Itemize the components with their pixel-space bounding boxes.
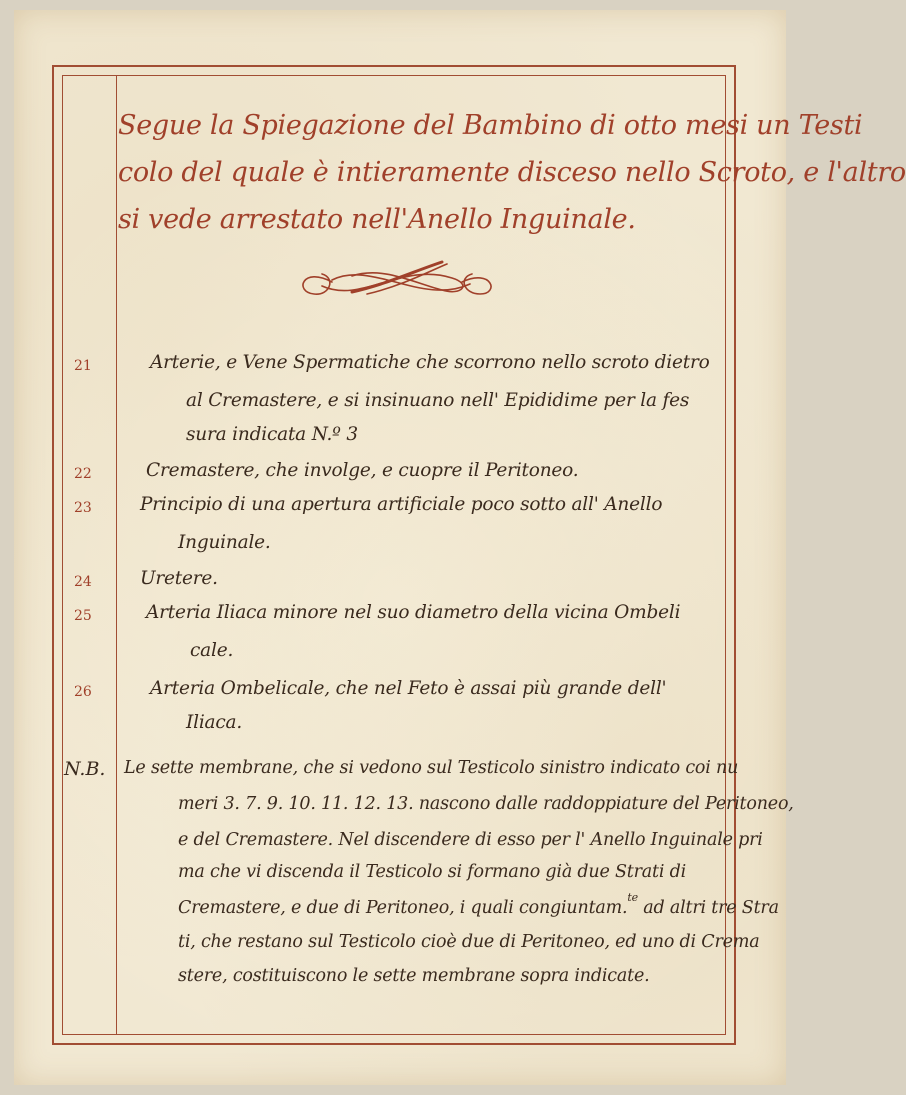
note-text-line: meri 3. 7. 9. 10. 11. 12. 13. nascono dalle raddoppiature del Peritoneo,	[178, 794, 794, 814]
entry-text-line: al Cremastere, e si insinuano nell' Epididime per la fes	[186, 390, 690, 411]
entry-text-line: sura indicata N.º 3	[186, 424, 358, 445]
calligraphic-flourish	[292, 256, 502, 308]
margin-rule	[116, 75, 117, 1035]
entry-text-line: Cremastere, che involge, e cuopre il Peritoneo.	[146, 460, 579, 481]
entry-text-line: Principio di una apertura artificiale poco sotto all' Anello	[140, 494, 663, 515]
note-text: Cremastere, e due di Peritoneo, i quali congiuntam.	[178, 898, 628, 918]
entry-text-line: Arteria Ombelicale, che nel Feto è assai più grande dell'	[150, 678, 667, 699]
title-line: Segue la Spiegazione del Bambino di otto mesi un Testi	[118, 110, 863, 141]
note-text-line: e del Cremastere. Nel discendere di esso per l' Anello Inguinale pri	[178, 830, 763, 850]
entry-text-line: Arterie, e Vene Spermatiche che scorrono nello scroto dietro	[150, 352, 710, 373]
entry-number: 21	[74, 358, 92, 374]
entry-text-line: Arteria Iliaca minore nel suo diametro della vicina Ombeli	[146, 602, 681, 623]
nota-bene-label: N.B.	[64, 758, 106, 780]
page-title	[118, 102, 906, 243]
note-text-line: ma che vi discenda il Testicolo si formano già due Strati di	[178, 862, 687, 882]
entry-number: 24	[74, 574, 92, 590]
entry-number: 22	[74, 466, 92, 482]
note-text-line	[178, 891, 779, 918]
note-text-line: ti, che restano sul Testicolo cioè due di Peritoneo, ed uno di Crema	[178, 932, 760, 952]
title-line: colo del quale è intieramente disceso nello Scroto, e l'altro	[118, 157, 906, 188]
title-line: si vede arrestato nell'Anello Inguinale.	[118, 204, 636, 235]
entry-text-line: Iliaca.	[186, 712, 243, 733]
entry-text-line: cale.	[190, 640, 234, 661]
note-text-line: stere, costituiscono le sette membrane sopra indicate.	[178, 966, 650, 986]
entry-text-line: Uretere.	[140, 568, 218, 589]
entry-number: 26	[74, 684, 92, 700]
note-text-line: Le sette membrane, che si vedono sul Testicolo sinistro indicato coi nu	[124, 758, 739, 778]
note-text: ad altri tre Stra	[637, 898, 779, 918]
entry-text-line: Inguinale.	[178, 532, 271, 553]
abbreviation-superscript: te	[627, 891, 638, 904]
entry-number: 23	[74, 500, 92, 516]
entry-number: 25	[74, 608, 92, 624]
